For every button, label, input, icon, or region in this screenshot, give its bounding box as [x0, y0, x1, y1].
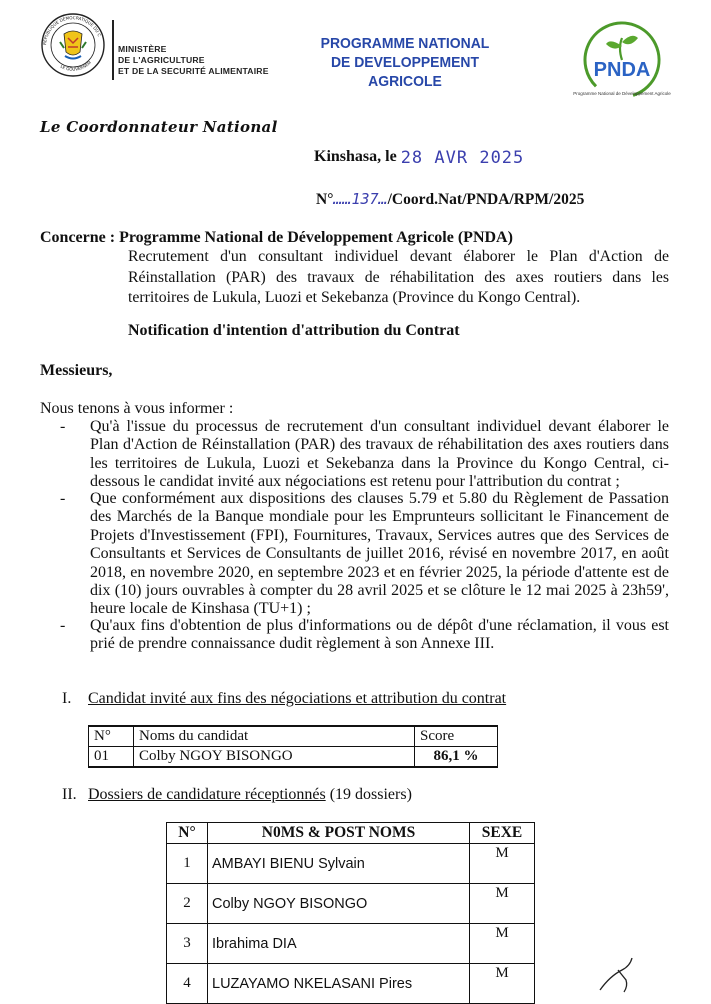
- table-row: [167, 884, 535, 924]
- table-row: [167, 924, 535, 964]
- intro-text: Nous tenons à vous informer :: [40, 400, 234, 417]
- bullet-dash: -: [60, 418, 66, 435]
- applications-count: (19 dossiers): [329, 786, 412, 803]
- header-cell: Score: [415, 726, 498, 747]
- pnda-logo-text: PNDA: [593, 59, 651, 81]
- table-header-row: [89, 726, 498, 747]
- applicant-sex: M: [470, 844, 535, 884]
- list-item: - Qu'aux fins d'obtention de plus d'informations ou de dépôt d'une réclamation, il vous est prié de prendre connaissance dudit règlement à son Annexe III.: [60, 617, 669, 653]
- info-list: [60, 418, 669, 654]
- reference-prefix: N°: [316, 191, 334, 208]
- pnda-logo-subtitle: Programme National de Développement Agricole: [573, 91, 671, 96]
- row-number: 1: [167, 844, 208, 884]
- table-row: [167, 844, 535, 884]
- candidate-name: Colby NGOY BISONGO: [134, 747, 415, 768]
- table-row: [89, 747, 498, 768]
- header-cell: SEXE: [470, 823, 535, 844]
- pnda-logo: [572, 20, 672, 100]
- reference-number: [316, 190, 584, 209]
- section-1-heading: [62, 690, 506, 708]
- place-prefix: Kinshasa, le: [314, 148, 397, 165]
- reference-suffix: /Coord.Nat/PNDA/RPM/2025: [387, 191, 585, 208]
- row-number: 3: [167, 924, 208, 964]
- date-stamp: 28 AVR 2025: [400, 148, 525, 168]
- section-title: Dossiers de candidature réceptionnés: [88, 786, 326, 803]
- subject-line: [40, 229, 513, 247]
- handwritten-initial-mark: [596, 950, 656, 994]
- applicant-sex: M: [470, 924, 535, 964]
- applicant-name: LUZAYAMO NKELASANI Pires: [208, 964, 470, 1004]
- program-title: PROGRAMME NATIONAL DE DEVELOPPEMENT AGRICOLE: [320, 35, 490, 90]
- table-header-row: [167, 823, 535, 844]
- bullet-dash: -: [60, 617, 66, 634]
- header-cell: N°: [89, 726, 134, 747]
- bullet-dash: -: [60, 490, 66, 507]
- seal-text-top: RÉPUBLIQUE DÉMOCRATIQUE DU C: [41, 15, 103, 46]
- notification-title: Notification d'intention d'attribution du Contrat: [128, 322, 460, 339]
- applications-table: [166, 822, 535, 1004]
- reference-handwritten-number: ……137…: [333, 190, 388, 208]
- seal-text-bottom: LE GOUVERNEM: [59, 59, 93, 72]
- list-item: - Que conformément aux dispositions des clauses 5.79 et 5.80 du Règlement de Passation des Marchés de la Banque mondiale pour les Emprunteurs sollicitant le Financement de Projets d'Investissement (FPI), Fournitures, Travaux, Services autres que des Services de Consultants et Services de Consultants de juillet 2016, révisé en novembre 2017, en août 2018, en novembre 2020, en septembre 2023 et en février 2025, la période d'attente est de dix (10) jours ouvrables à compter du 28 avril 2025 et se clôture le 12 mai 2025 à 23h59', heure locale de Kinshasa (TU+1) ;: [60, 490, 669, 618]
- section-number: II.: [62, 786, 77, 803]
- subject-label: Concerne :: [40, 229, 116, 246]
- row-number: 2: [167, 884, 208, 924]
- ministry-name: MINISTÈRE DE L'AGRICULTURE ET DE LA SECURITÉ ALIMENTAIRE: [118, 44, 269, 76]
- selected-candidate-table: [88, 725, 498, 768]
- applicant-sex: M: [470, 884, 535, 924]
- subject-title: Programme National de Développement Agricole (PNDA): [119, 229, 513, 246]
- section-2-heading: [62, 786, 412, 804]
- header-cell: N0MS & POST NOMS: [208, 823, 470, 844]
- applicant-name: AMBAYI BIENU Sylvain: [208, 844, 470, 884]
- section-number: I.: [62, 690, 72, 707]
- row-number: 4: [167, 964, 208, 1004]
- header-cell: N°: [167, 823, 208, 844]
- applicant-sex: M: [470, 964, 535, 1004]
- candidate-score: 86,1 %: [415, 747, 498, 768]
- table-row: [167, 964, 535, 1004]
- subject-body: Recrutement d'un consultant individuel devant élaborer le Plan d'Action de Réinstallation (PAR) des travaux de réhabilitation des axes routiers dans les territoires de Lukula, Luozi et Sekebanza (Province du Kongo Central).: [128, 248, 669, 306]
- candidate-number: 01: [89, 747, 134, 768]
- sender-signature-title: Le Coordonnateur National: [40, 118, 278, 136]
- applicant-name: Colby NGOY BISONGO: [208, 884, 470, 924]
- drc-government-seal: [40, 12, 106, 78]
- list-item: - Qu'à l'issue du processus de recrutement d'un consultant individuel devant élaborer le Plan d'Action de Réinstallation (PAR) des travaux de réhabilitation des axes routiers dans les territoires de Lukula, Luozi et Sekebanza dans la Province du Kongo Central, ci-dessous le candidat invité aux négociations est retenu pour l'attribution du contrat ;: [60, 418, 669, 491]
- section-title: Candidat invité aux fins des négociations et attribution du contrat: [88, 690, 507, 707]
- header-divider: [112, 20, 114, 80]
- salutation: Messieurs,: [40, 362, 113, 379]
- header-cell: Noms du candidat: [134, 726, 415, 747]
- place-date: [314, 146, 524, 166]
- applicant-name: Ibrahima DIA: [208, 924, 470, 964]
